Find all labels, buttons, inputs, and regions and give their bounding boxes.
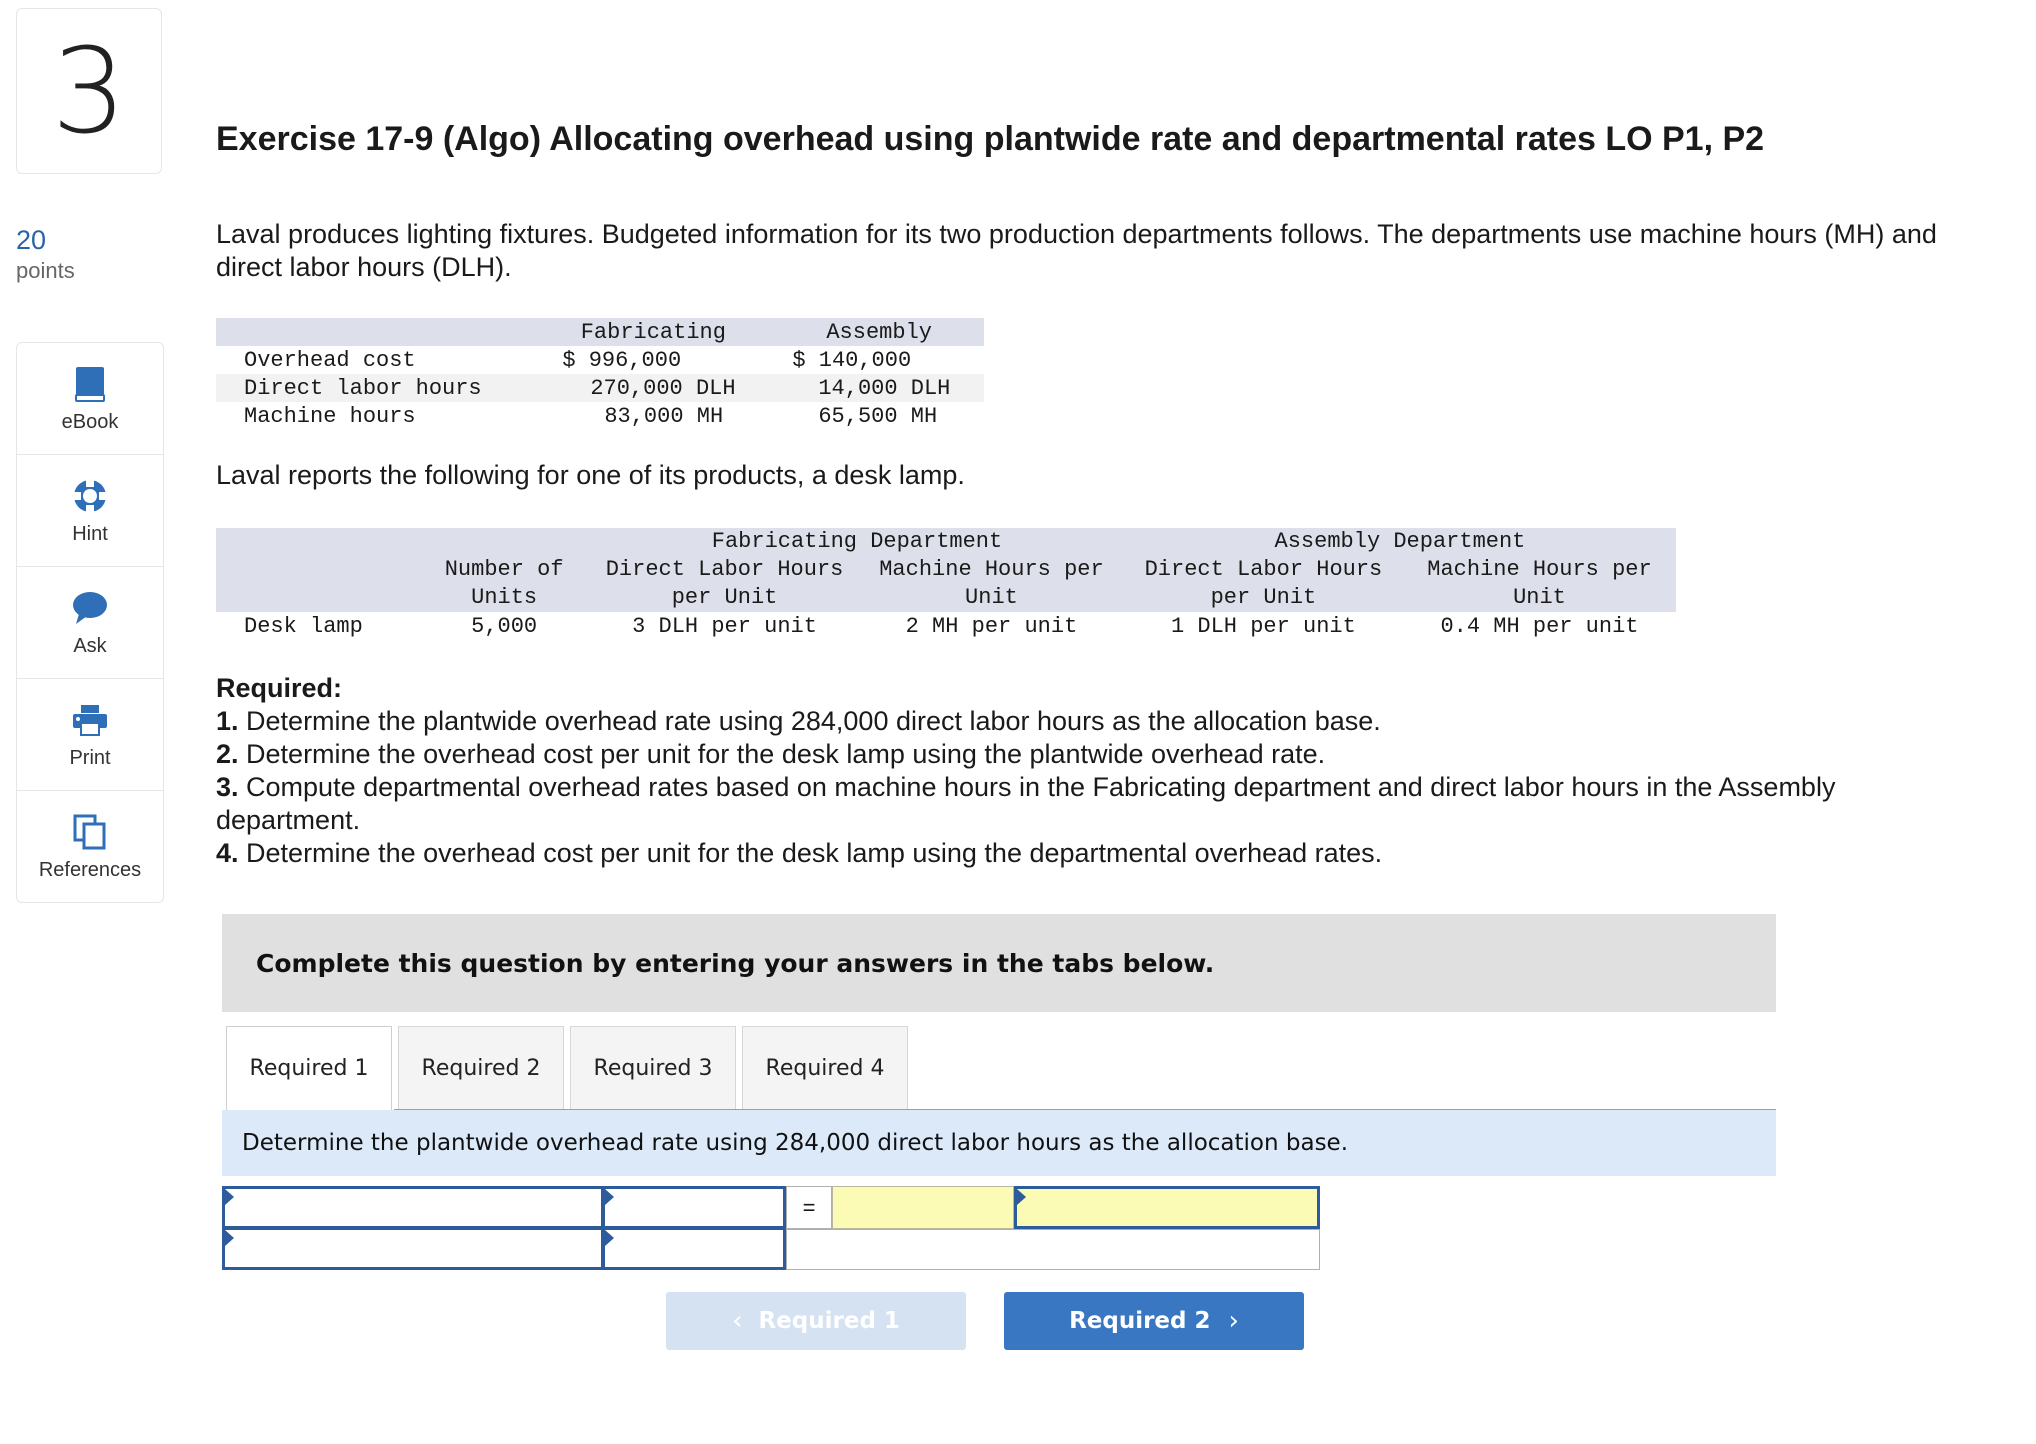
empty-answer-cell <box>786 1229 1320 1270</box>
question-number: 3 <box>16 8 162 174</box>
rate-label-field[interactable] <box>1017 1189 1317 1226</box>
table-row <box>216 402 984 430</box>
tab-required-1[interactable]: Required 1 <box>226 1026 392 1110</box>
printer-icon <box>71 699 109 741</box>
equals-sign: = <box>786 1186 832 1229</box>
instructions-banner: Complete this question by entering your answers in the tabs below. <box>222 914 1776 1012</box>
required-num: 4. <box>216 838 239 868</box>
required-heading: Required: <box>216 673 343 703</box>
book-icon <box>73 363 107 405</box>
required-item-2 <box>216 738 1896 771</box>
lamp-intro-text: Laval reports the following for one of its products, a desk lamp. <box>216 460 965 490</box>
lamp-label: Desk lamp <box>244 613 363 639</box>
question-prompt: Determine the plantwide overhead rate using 284,000 direct labor hours as the allocation base. <box>222 1110 1776 1176</box>
hint-label: Hint <box>72 523 108 545</box>
row-label: Direct labor hours <box>216 374 532 402</box>
fab-dlh-header: Direct Labor Hours <box>590 556 859 584</box>
lamp-header-row-1 <box>216 556 1676 584</box>
asm-mh-header: Machine Hours per <box>1403 556 1676 584</box>
next-tab-label: Required 2 <box>1069 1308 1211 1334</box>
required-num: 2. <box>216 739 239 769</box>
table-row <box>216 612 1676 640</box>
print-button[interactable] <box>17 679 163 791</box>
tool-sidebar <box>16 342 164 903</box>
budget-header-row <box>216 318 984 346</box>
lamp-group-row <box>216 528 1676 556</box>
table-row <box>216 374 984 402</box>
ebook-button[interactable] <box>17 343 163 455</box>
asm-mh-header-2: Unit <box>1403 584 1676 612</box>
required-item-4 <box>216 837 1896 870</box>
fab-mh-header-2: Unit <box>859 584 1124 612</box>
exercise-title: Exercise 17-9 (Algo) Allocating overhead using plantwide rate and departmental rates LO P1, P2 <box>216 120 1765 158</box>
lamp-header-blank-units <box>418 528 590 556</box>
required-section <box>216 672 1896 870</box>
formula-value-field-2[interactable] <box>605 1230 783 1267</box>
lamp-fab-mh: 2 MH per unit <box>905 613 1078 639</box>
fab-value: 270,000 DLH <box>532 374 774 402</box>
budget-header-blank <box>216 318 532 346</box>
points-value: 20 <box>16 225 47 255</box>
required-text: Compute departmental overhead rates based on machine hours in the Fabricating department and direct labor hours in the Assembly department. <box>216 772 1836 835</box>
ebook-label: eBook <box>61 411 119 433</box>
answer-grid <box>222 1186 1320 1272</box>
formula-label-field-1[interactable] <box>225 1189 601 1226</box>
lamp-asm-mh: 0.4 MH per unit <box>1440 613 1639 639</box>
copy-pages-icon <box>72 811 108 853</box>
intro-text: Laval produces lighting fixtures. Budgeted information for its two production departments follows. The departments use machine hours (MH) and direct labor hours (DLH). <box>216 219 1937 282</box>
formula-value-field-1[interactable] <box>605 1189 783 1226</box>
required-num: 3. <box>216 772 239 802</box>
asm-value: 65,500 MH <box>818 403 938 429</box>
asm-dlh-header: Direct Labor Hours <box>1124 556 1403 584</box>
asm-value: 14,000 DLH <box>774 374 984 402</box>
tab-bar <box>226 1026 914 1110</box>
budget-header-fabricating: Fabricating <box>532 318 774 346</box>
budget-table <box>216 318 984 430</box>
tab-required-2[interactable]: Required 2 <box>398 1026 564 1110</box>
lamp-header-blank <box>216 528 418 556</box>
hint-button[interactable] <box>17 455 163 567</box>
units-header: Number of <box>418 556 590 584</box>
ask-label: Ask <box>73 635 107 657</box>
references-label: References <box>38 859 142 881</box>
print-label: Print <box>69 747 111 769</box>
required-num: 1. <box>216 706 239 736</box>
formula-label-field-2[interactable] <box>225 1230 601 1267</box>
tab-required-3[interactable]: Required 3 <box>570 1026 736 1110</box>
chevron-right-icon: › <box>1228 1306 1239 1336</box>
asm-value: $ 140,000 <box>792 347 912 373</box>
rate-label-input[interactable] <box>1014 1186 1320 1229</box>
fab-value: 83,000 MH <box>604 403 724 429</box>
formula-label-input-2[interactable] <box>222 1227 604 1270</box>
table-row <box>216 346 984 374</box>
desk-lamp-table <box>216 528 1676 640</box>
assembly-group-header: Assembly Department <box>1124 528 1676 556</box>
references-button[interactable] <box>17 791 163 902</box>
row-label: Overhead cost <box>244 347 416 373</box>
lamp-header-blank <box>216 584 418 612</box>
points-label: points <box>16 258 75 283</box>
lamp-header-blank <box>216 556 418 584</box>
units-header-2: Units <box>418 584 590 612</box>
fabricating-group-header: Fabricating Department <box>590 528 1124 556</box>
lamp-units: 5,000 <box>471 613 538 639</box>
formula-label-input-1[interactable] <box>222 1186 604 1229</box>
required-text: Determine the plantwide overhead rate using 284,000 direct labor hours as the allocation base. <box>238 706 1381 736</box>
previous-tab-button[interactable] <box>666 1292 966 1350</box>
required-text: Determine the overhead cost per unit for the desk lamp using the plantwide overhead rate. <box>238 739 1326 769</box>
lifebuoy-icon <box>71 475 109 517</box>
rate-value-field[interactable] <box>833 1187 1013 1228</box>
required-item-1 <box>216 705 1896 738</box>
required-text: Determine the overhead cost per unit for the desk lamp using the departmental overhead rates. <box>238 838 1383 868</box>
fab-value: $ 996,000 <box>562 347 682 373</box>
ask-button[interactable] <box>17 567 163 679</box>
chevron-left-icon: ‹ <box>732 1306 743 1336</box>
next-tab-button[interactable] <box>1004 1292 1304 1350</box>
lamp-fab-dlh: 3 DLH per unit <box>632 613 817 639</box>
formula-value-input-2[interactable] <box>602 1227 786 1270</box>
points-block <box>16 224 75 286</box>
tab-required-4[interactable]: Required 4 <box>742 1026 908 1110</box>
lamp-header-row-2 <box>216 584 1676 612</box>
chat-bubble-icon <box>71 587 109 629</box>
rate-value-input[interactable] <box>832 1186 1014 1229</box>
asm-dlh-header-2: per Unit <box>1124 584 1403 612</box>
budget-header-assembly: Assembly <box>774 318 984 346</box>
row-label: Machine hours <box>244 403 416 429</box>
formula-value-input-1[interactable] <box>602 1186 786 1229</box>
fab-dlh-header-2: per Unit <box>590 584 859 612</box>
previous-tab-label: Required 1 <box>758 1308 900 1334</box>
required-item-3 <box>216 771 1896 837</box>
lamp-asm-dlh: 1 DLH per unit <box>1171 613 1356 639</box>
fab-mh-header: Machine Hours per <box>859 556 1124 584</box>
